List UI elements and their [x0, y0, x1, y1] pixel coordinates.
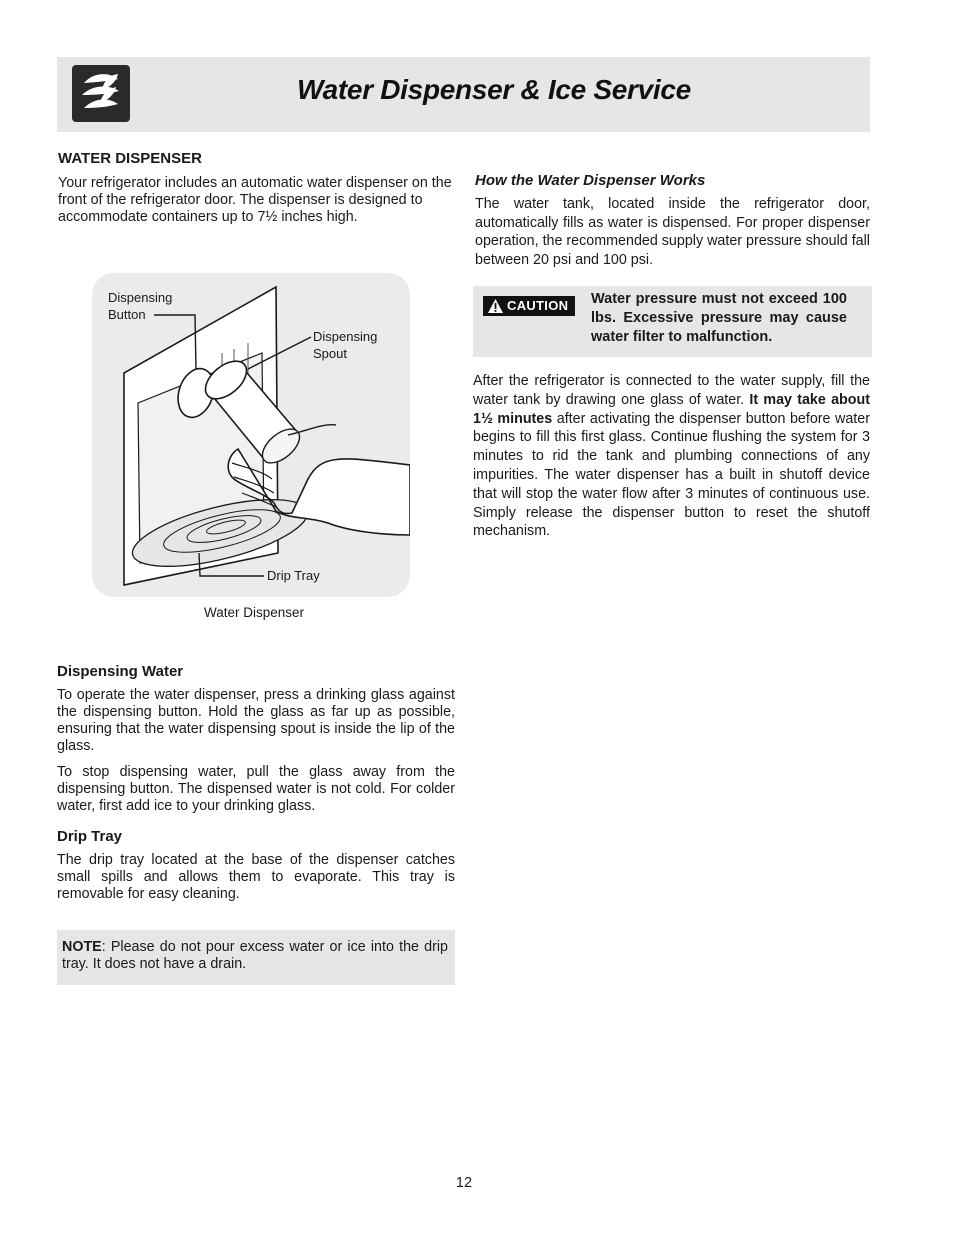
dispensing-water-heading: Dispensing Water — [57, 663, 184, 680]
drip-tray-paragraph: The drip tray located at the base of the dispenser catches small spills and allows them to evaporate. This tray is removable for easy cleaning. — [57, 852, 455, 902]
caution-badge-label: CAUTION — [507, 298, 569, 313]
first-use-emphasis: It may take about 1½ minutes — [473, 391, 870, 427]
dispensing-water-paragraph-2: To stop dispensing water, pull the glass away from the dispensing button. The dispensed water is not cold. For colder water, first add ice to your drinking glass. — [57, 764, 455, 814]
caution-box — [473, 286, 872, 357]
dispensing-water-section — [57, 663, 455, 815]
caution-badge — [483, 296, 575, 316]
figure-caption: Water Dispenser — [203, 605, 305, 620]
note-text — [62, 939, 448, 973]
drip-tray-section — [57, 828, 455, 903]
intro-paragraph: Your refrigerator includes an automatic water dispenser on the front of the refrigerator door. The dispenser is designed to accommodate containers up to 7½ inches high. — [58, 175, 452, 225]
drip-tray-heading: Drip Tray — [57, 828, 123, 845]
first-use-text-1: After the refrigerator is connected to the water supply, fill the water tank by drawing one glass of water. — [473, 373, 870, 408]
brand-logo-icon — [72, 65, 130, 122]
left-column — [57, 150, 455, 972]
note-body: : Please do not pour excess water or ice into the drip tray. It does not have a drain. — [62, 939, 448, 972]
label-drip-tray: Drip Tray — [267, 568, 320, 583]
note-label: NOTE — [62, 939, 102, 955]
note-box — [57, 930, 455, 985]
figure-panel — [92, 273, 410, 597]
page-header — [57, 57, 870, 132]
warning-triangle-icon — [487, 298, 504, 314]
first-use-paragraph — [473, 372, 870, 541]
section-heading: WATER DISPENSER — [58, 150, 202, 167]
page-title: Water Dispenser & Ice Service — [297, 74, 691, 105]
water-dispenser-figure — [92, 273, 410, 620]
page-number: 12 — [455, 1175, 473, 1191]
first-use-text-2: after activating the dispenser button before water begins to fill this first glass. Continue flushing the system for 3 minutes to rid the tank and plumbing connections of any impurities. The water dispenser has a built in shutoff device that will stop the water flow after 3 minutes of continuous use. Simply release the dispenser button to reset the shutoff mechanism. — [473, 410, 870, 540]
label-dispensing-button: Dispensing Button — [108, 290, 173, 322]
how-it-works-heading: How the Water Dispenser Works — [475, 172, 706, 189]
how-it-works-paragraph: The water tank, located inside the refrigerator door, automatically fills as water is dispensed. For proper dispenser operation, the recommended supply water pressure should fall between 20 psi and 100 psi. — [475, 196, 870, 268]
caution-text: Water pressure must not exceed 100 lbs. Excessive pressure may cause water filter to malfunction. — [591, 291, 847, 345]
dispensing-water-paragraph-1: To operate the water dispenser, press a drinking glass against the dispensing button. Hold the glass as far up as possible, ensuring that the water dispensing spout is inside the lip of the glass. — [57, 687, 455, 754]
label-dispensing-spout: Dispensing Spout — [313, 329, 378, 361]
right-column — [473, 172, 870, 540]
